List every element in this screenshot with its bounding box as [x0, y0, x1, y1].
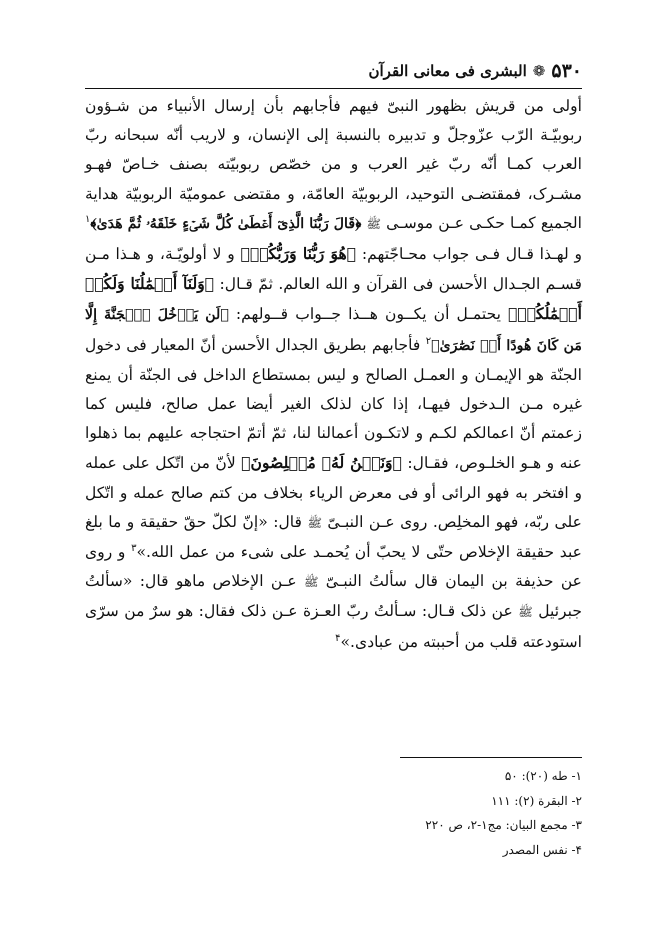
- text-run: و لهـذا قـال فـی جواب محـاجّتهم:: [361, 245, 582, 264]
- footnote-ref: ۲: [425, 335, 432, 347]
- book-title: البشرى فی معانی القرآن: [368, 62, 527, 80]
- footnote-rule: [400, 757, 582, 758]
- text-run: و لا أولویّـة، و هـذا مـن قسـم الجـدال الأحسن فی القرآن و الله العالم. ثمّ قـال:: [85, 245, 582, 294]
- running-header: [92, 56, 582, 86]
- quran-verse: ﴿لَن یَدۡخُلَ ٱلۡجَنَّةَ إِلَّا مَن کَانَ هُودًا أَوۡ نَصَٰرَیٰ﴾: [85, 307, 582, 354]
- text-run: أولی من قریش بظهور النبیّ فیهم فأجابهم بأن إرسال الأنبیاء من شـؤون ربوبیّـة الرّب عزّوجلّ و تدبیره بالنسبة إلی الإنسان، و لاریب أنّه سبحانه ربّ العرب کمـا أنّه ربّ غیر العرب و من خصّص ربوبیّته بصنف خـاصّ فهـو مشـرک، فمقتضـی التوحید، الربوبیّة العامّة، و مقتضی عمومیّة الربوبیّة هدایة الجمیع کمـا حکـی عـن موسـی: [85, 97, 582, 232]
- text-run: لأنّ من اتّکل علی عمله و افتخر به فهو الرائی أو فی معرض الریاء بخلاف من کتم صالح عمله و اتّکل علی ربّه، فهو المخلِص. روی عـن النبـیّ: [85, 454, 582, 531]
- body-text: [85, 92, 582, 657]
- text-run: فأجابهم بطریق الجدال الأحسن أنّ المعیار فی دخول الجنّة هو الإیمـان و العمـل الصالح و لیس بمستطاع الداخل فی الجنّة أن یمنع غیره مـن الـدخول فیهـا، إذا کان لذلک الغیر أیضا عمل صالح، فلیس کما زعمتم أنّ اعمالکم لکـم و لاتکـون أعمالنا لنا، ثمّ أتمّ احتجاجه علیهم بما ذهلوا عنه و هـو الخلـوص، فقـال:: [85, 335, 582, 473]
- text-run: یحتمـل أن یکــون هــذا جــواب قــولهم:: [235, 305, 502, 324]
- honorific-icon: ﷺ: [518, 605, 533, 620]
- quran-verse: ﴿وَلَنَآ أَعۡمَٰلُنَا وَلَکُمۡ أَعۡمَٰلُکُمۡ﴾: [85, 274, 582, 324]
- honorific-icon: ﷺ: [366, 216, 382, 231]
- honorific-icon: ﷺ: [303, 575, 319, 590]
- flower-ornament-icon: ❁: [532, 62, 546, 80]
- footnote-item: ۴- نفس المصدر: [502, 842, 582, 857]
- footnote-item: ۱- طه (۲۰): ۵۰: [504, 769, 582, 783]
- footnote-ref: ۱: [85, 213, 91, 225]
- header-rule: [85, 88, 582, 89]
- text-run: عـن الإخلاص ماهو قال: «سألتُ جبرئیل: [85, 572, 582, 621]
- quran-verse: ﴿قَالَ رَبُّنَا الَّذِیٓ أَعۡطَیٰ کُلَّ شَیۡءٍ خَلۡقَهُۥ ثُمَّ هَدَیٰ﴾: [90, 215, 362, 232]
- quran-verse: ﴿هُوَ رَبُّنَا وَرَبُّکُمۡ﴾: [240, 244, 357, 264]
- text-run: و روی عن حذیفة بن الیمان قال سألتُ النبـیّ: [85, 543, 582, 591]
- honorific-icon: ﷺ: [307, 515, 322, 530]
- quran-verse: ﴿وَنَحۡنُ لَهُۥ مُخۡلِصُونَ﴾: [241, 453, 402, 473]
- footnote-item: ۲- البقرة (۲): ۱۱۱: [491, 793, 582, 808]
- page-number: ۵۳۰: [551, 60, 582, 82]
- paragraph: [85, 92, 582, 657]
- footnotes: [85, 764, 582, 862]
- footnote-ref: ۴: [335, 632, 341, 644]
- footnote-ref: ۳: [131, 542, 137, 554]
- text-run: عن ذلک قـال: سـألتُ ربّ العـزة عـن ذلک فقال: هو سرٌ من سرّی استودعته قلب من أحببته من عبادی.»: [85, 602, 582, 651]
- text-run: قال: «إنّ لکلّ حقّ حقیقة و ما بلغ عبد حقیقة الإخلاص حتّی لا یحبّ أن یُحمـد علی شیء من عمل الله.»: [85, 512, 582, 562]
- footnote-item: ۳- مجمع البیان: مج۱-۲، ص ۲۲۰: [425, 818, 582, 832]
